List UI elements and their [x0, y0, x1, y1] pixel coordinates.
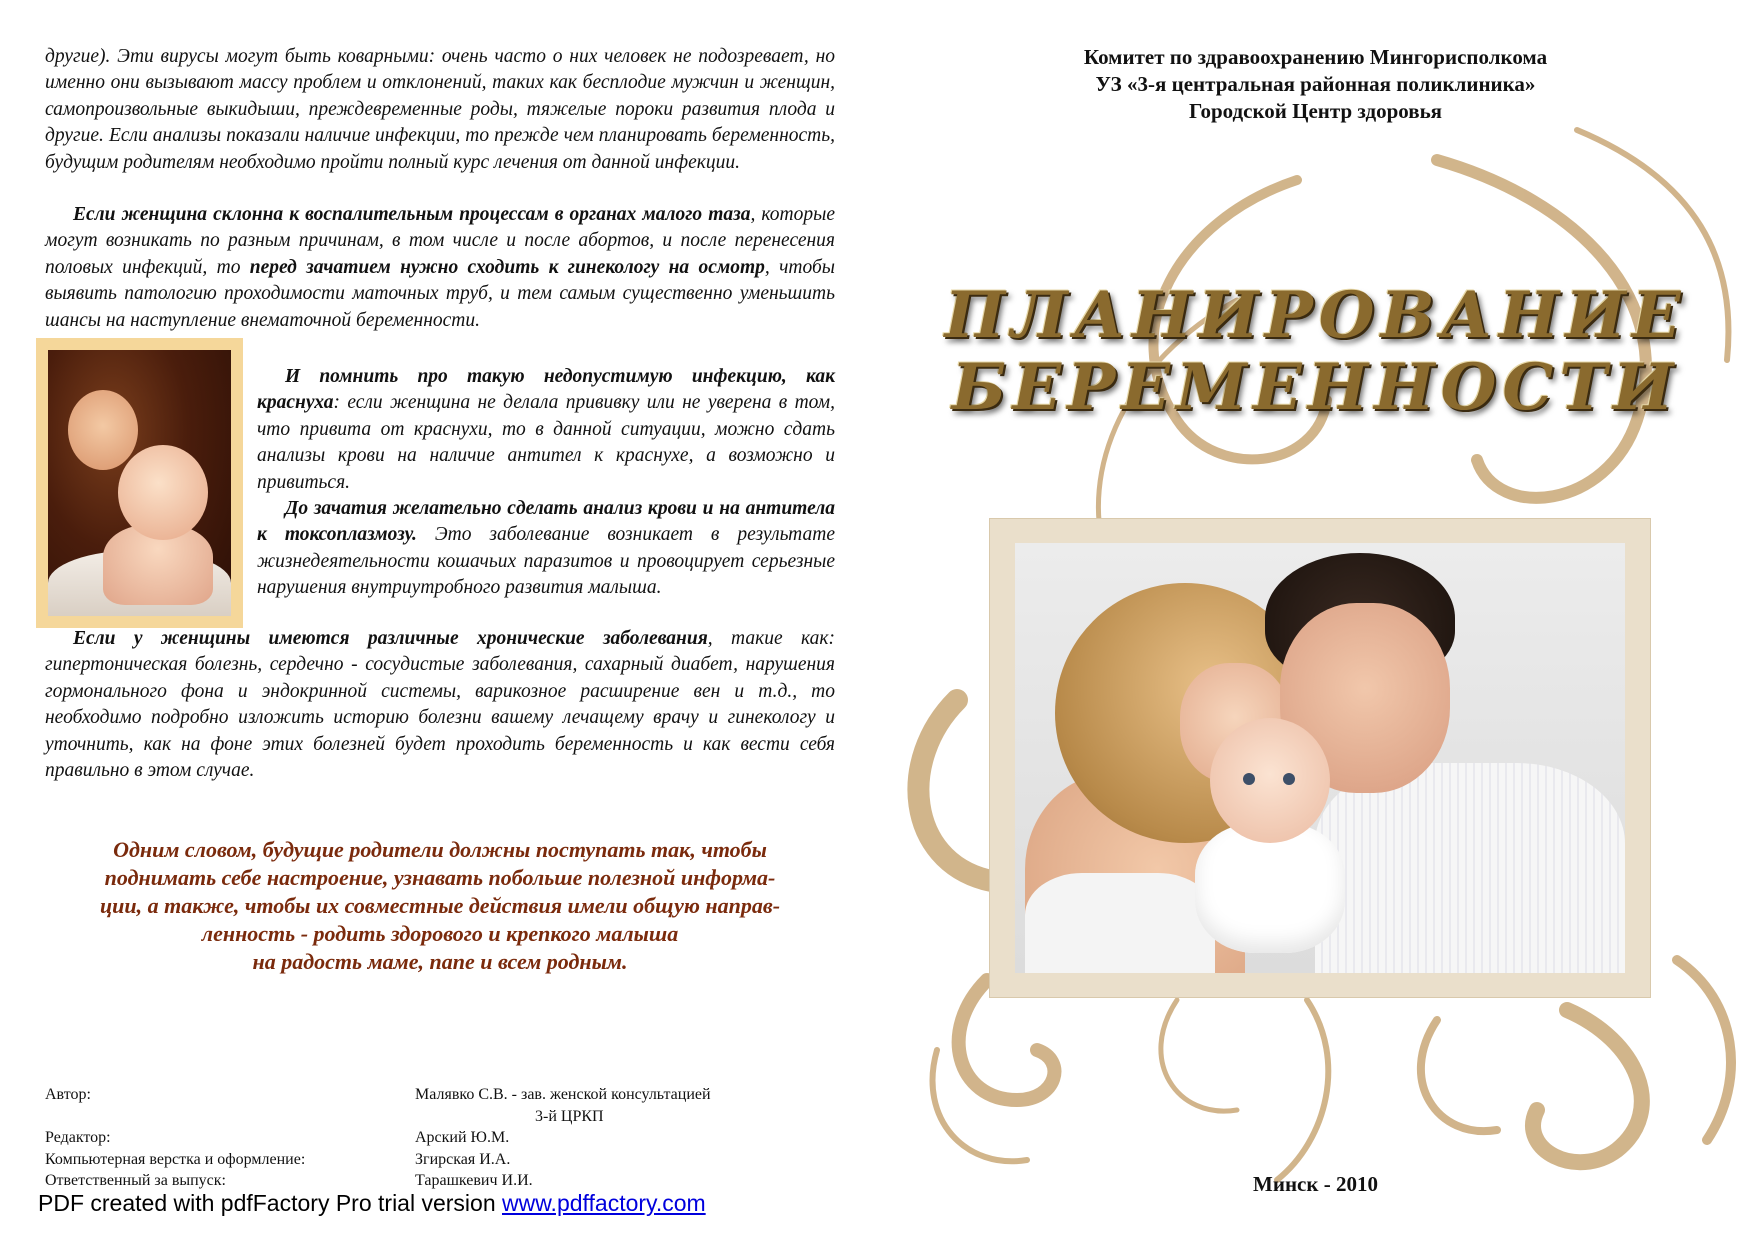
pdffactory-link[interactable]: www.pdffactory.com [502, 1190, 706, 1216]
family-photo-frame [990, 519, 1650, 997]
paragraph-rubella: И помнить про такую недопустимую инфекцию, как краснуха: если женщина не делала прививку или не уверена в том, что привита от краснухи, то в данной ситуации, можно сдать анализы крови на наличие антител к краснухе, а возможно и привиться. [257, 366, 835, 493]
brochure-title: ПЛАНИРОВАНИЕ БЕРЕМЕННОСТИ [944, 278, 1687, 425]
mother-baby-photo [36, 338, 243, 628]
credits-block [45, 1084, 805, 1192]
author-label: Автор: [45, 1086, 91, 1103]
paragraph-viruses: другие). Эти вирусы могут быть коварными: очень часто о них человек не подозревает, но именно они вызывают массу проблем и отклонений, таких как бесплодие мужчин и женщин, самопроизвольные выкидыши, преждевременные роды, тяжелые пороки развития плода и другие. Если анализы показали наличие инфекции, то прежде чем планировать беременность, будущим родителям необходимо пройти полный курс лечения от данной инфекции. [45, 46, 835, 173]
responsible-value: Тарашкевич И.И. [415, 1172, 533, 1189]
family-photo [1015, 543, 1625, 973]
paragraph-toxo-bold: До зачатия желательно сделать анализ крови и на антитела к токсоплазмозу. [257, 498, 835, 546]
pdf-trial-banner: PDF created with pdfFactory Pro trial version www.pdffactory.com [38, 1190, 706, 1216]
editor-value: Арский Ю.М. [415, 1129, 510, 1146]
paragraph-chronic: Если у женщины имеются различные хронические заболевания, такие как: гипертоническая болезнь, сердечно - сосудистые заболевания, сахарный диабет, нарушения гормонального фона и эндокринной системы, варикозное расширение вен и т.д., то необходимо подробно изложить историю болезни вашему лечащему врачу и гинекологу и уточнить, как на фоне этих болезней будет проходить беременность и как вести себя правильно в этом случае. [45, 628, 835, 782]
paragraph-toxoplasmosis: До зачатия желательно сделать анализ крови и на антитела к токсоплазмозу. Это заболевание возникает в результате жизнедеятельности кошачьих паразитов и провоцирует серьезные нарушения внутриутробного развития малыша. [257, 498, 835, 599]
organization-header: Комитет по здравоохранению Мингорисполкома УЗ «3-я центральная районная поликлиника» Городской Центр здоровья [1083, 45, 1548, 123]
paragraph-inflammation-bold: Если женщина склонна к воспалительным процессам в органах малого таза [73, 204, 751, 225]
paragraph-chronic-bold: Если у женщины имеются различные хронические заболевания [73, 628, 708, 649]
author-value-org: 3-й ЦРКП [535, 1107, 604, 1125]
paragraph-rubella-bold: И помнить про такую недопустимую инфекцию, как краснуха [257, 366, 835, 414]
right-page [877, 0, 1754, 1240]
responsible-label: Ответственный за выпуск: [45, 1172, 226, 1189]
author-value: Малявко С.В. - зав. женской консультацией [415, 1086, 711, 1103]
paragraph-inflammation: Если женщина склонна к воспалительным процессам в органах малого таза, которые могут возникать по разным причинам, в том числе и после абортов, и после перенесения половых инфекций, то перед зачатием нужно сходить к гинекологу на осмотр, чтобы выявить патологию проходимости маточных труб, и тем самым существенно уменьшить шансы на наступление внематочной беременности. [45, 204, 835, 331]
layout-value: Згирская И.А. [415, 1150, 511, 1168]
conclusion-text: Одним словом, будущие родители должны поступать так, чтобы поднимать себе настроение, узнавать побольше полезной информа- ции, а также, чтобы их совместные действия имели общую направ- ленность - родить здорового и крепкого малыша на радость маме, папе и всем родным. [99, 837, 781, 974]
editor-label: Редактор: [45, 1129, 111, 1146]
city-year-footer: Минск - 2010 [1253, 1172, 1378, 1196]
layout-label: Компьютерная верстка и оформление: [45, 1150, 306, 1168]
paragraph-inflammation-bold2: перед зачатием нужно сходить к гинекологу на осмотр [249, 256, 765, 278]
